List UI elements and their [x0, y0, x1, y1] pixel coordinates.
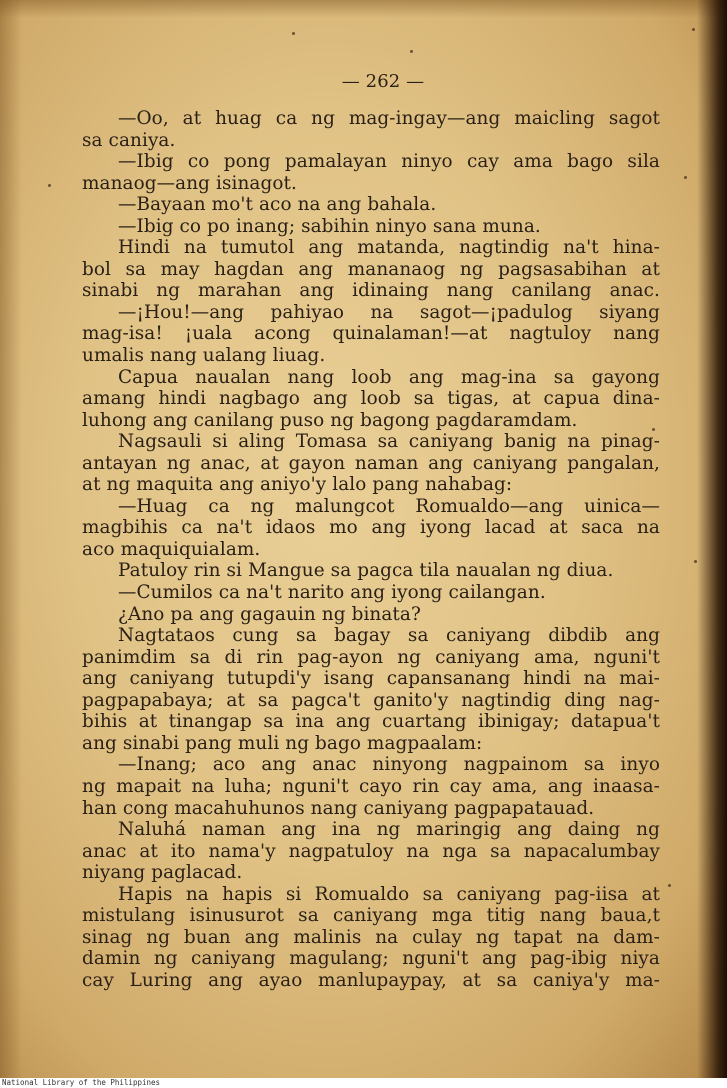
- page-text: [82, 68, 660, 991]
- text-line: Hindi na tumutol ang matanda, nagtindig na't hina-: [118, 237, 660, 259]
- text-line: aco maquiquialam.: [82, 538, 261, 560]
- text-line: Hapis na hapis si Romualdo sa caniyang pag-iisa at: [118, 883, 660, 905]
- paper-speck: [668, 884, 671, 887]
- text-line: —Ibig co pong pamalayan ninyo cay ama bago sila: [118, 151, 660, 173]
- paper-speck: [692, 28, 695, 31]
- page-top-shadow: [0, 0, 727, 18]
- text-line: bihis at tinangap sa ina ang cuartang ibinigay; datapua't: [82, 711, 660, 733]
- page-number: — 262 —: [341, 71, 425, 92]
- text-line: manaog—ang isinagot.: [82, 172, 297, 194]
- text-line: magbihis ca na't idaos mo ang iyong lacad at saca na: [82, 517, 660, 539]
- text-line: anac at ito nama'y nagpatuloy na nga sa napacalumbay: [82, 840, 660, 862]
- text-line: antayan ng anac, at gayon naman ang caniyang pangalan,: [82, 452, 660, 474]
- text-line: sinag ng buan ang malinis na culay ng tapat na dam-: [82, 926, 660, 948]
- text-line: —¡Hou!—ang pahiyao na sagot—¡padulog siyang: [118, 301, 660, 323]
- text-line: luhong ang canilang puso ng bagong pagdaramdam.: [82, 409, 578, 431]
- text-line: han cong macahuhunos nang caniyang pagpapatauad.: [82, 797, 595, 819]
- text-line: —Cumilos ca na't narito ang iyong cailangan.: [118, 582, 546, 604]
- paper-speck: [694, 560, 697, 563]
- text-line: mistulang isinusurot sa caniyang mga titig nang baua,t: [82, 905, 660, 927]
- text-line: —Bayaan mo't aco na ang bahala.: [118, 194, 437, 216]
- text-line: —Ibig co po inang; sabihin ninyo sana muna.: [118, 215, 541, 237]
- text-line: sa caniya.: [82, 129, 176, 151]
- text-line: —Inang; aco ang anac ninyong nagpainom sa inyo: [118, 754, 660, 776]
- text-line: bol sa may hagdan ang mananaog ng pagsasabihan at: [82, 258, 660, 280]
- text-line: —Oo, at huag ca ng mag-ingay—ang maicling sagot: [118, 108, 660, 129]
- text-line: umalis nang ualang liuag.: [82, 345, 326, 367]
- text-line: ng mapait na luha; nguni't cayo rin cay ama, ang inaasa-: [82, 775, 660, 797]
- paper-speck: [292, 32, 295, 35]
- library-credit: National Library of the Philippines: [0, 1078, 727, 1088]
- text-line: —Huag ca ng malungcot Romualdo—ang uinica—: [118, 495, 660, 517]
- text-line: ang caniyang tutupdi'y isang capansanang hindi na mai-: [82, 668, 660, 690]
- text-line: Nagtataos cung sa bagay sa caniyang dibdib ang: [118, 625, 660, 647]
- text-line: pagpapabaya; at sa pagca't ganito'y nagtindig ding nag-: [82, 689, 660, 711]
- text-line: panimdim sa di rin pag-ayon ng caniyang ama, nguni't: [82, 646, 660, 668]
- text-line: mag-isa! ¡uala acong quinalaman!—at nagtuloy nang: [82, 323, 660, 345]
- text-line: sinabi ng marahan ang idinaing nang canilang anac.: [82, 280, 660, 302]
- text-line: Capua naualan nang loob ang mag-ina sa gayong: [118, 366, 660, 388]
- text-line: cay Luring ang ayao manlupaypay, at sa caniya'y ma-: [82, 969, 660, 991]
- paper-speck: [684, 176, 687, 179]
- page-right-shadow: [697, 0, 727, 1078]
- text-line: niyang paglacad.: [82, 862, 243, 884]
- text-line: ¿Ano pa ang gagauin ng binata?: [118, 603, 421, 625]
- text-line: amang hindi nagbago ang loob sa tigas, at capua dina-: [82, 388, 660, 410]
- text-line: damin ng caniyang magulang; nguni't ang pag-ibig niya: [82, 948, 660, 970]
- text-line: Naluhá naman ang ina ng maringig ang daing ng: [118, 819, 660, 841]
- paper-speck: [410, 50, 413, 53]
- text-lines: [82, 108, 660, 991]
- text-line: Patuloy rin si Mangue sa pagca tila naualan ng diua.: [118, 560, 614, 582]
- text-line: ang sinabi pang muli ng bago magpaalam:: [82, 732, 483, 754]
- text-line: Nagsauli si aling Tomasa sa caniyang banig na pinag-: [118, 431, 660, 453]
- paper-speck: [48, 184, 51, 187]
- page-left-shadow: [0, 0, 22, 1078]
- text-line: at ng maquita ang aniyo'y lalo pang nahabag:: [82, 474, 513, 496]
